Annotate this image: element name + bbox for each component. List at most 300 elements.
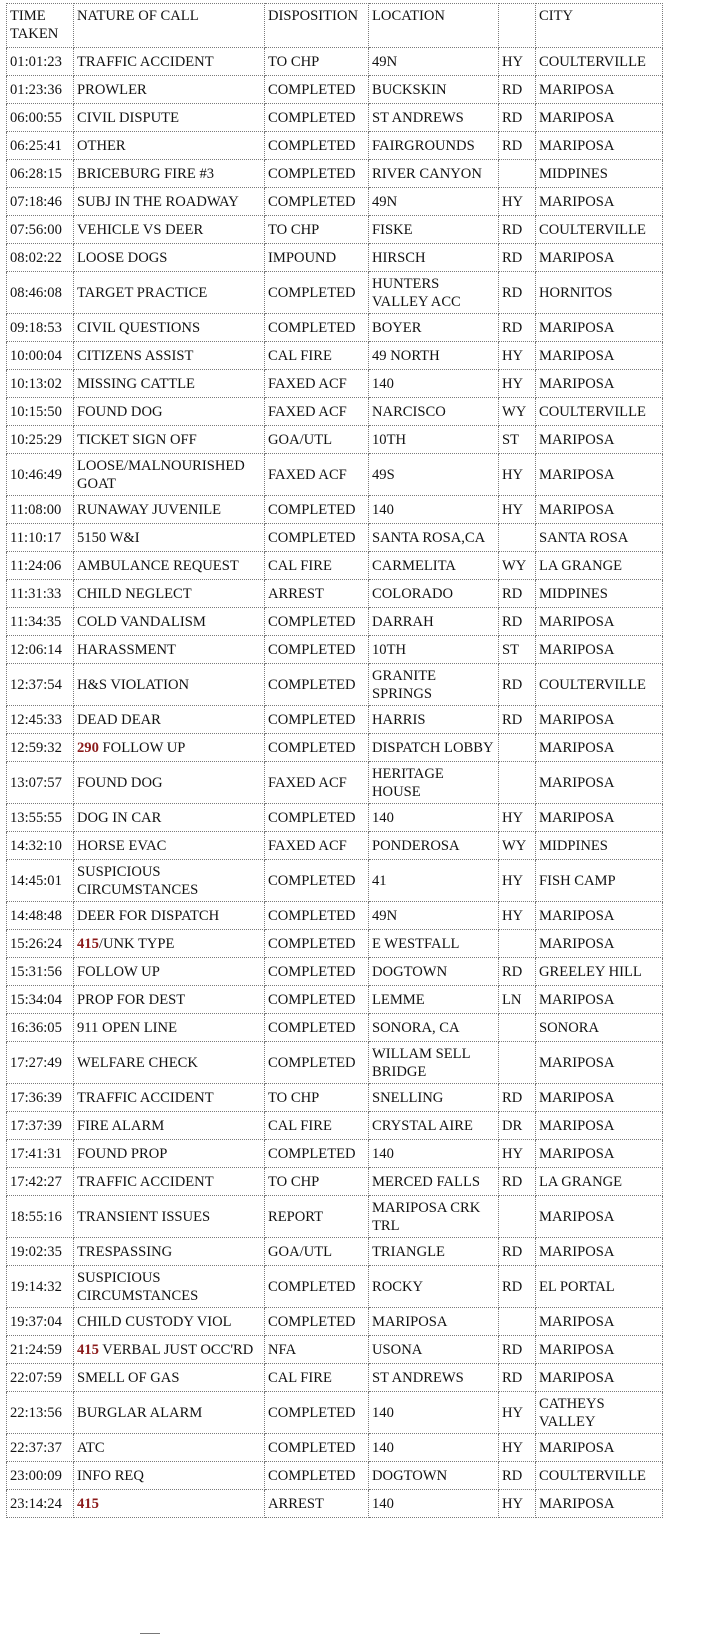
location-cell: 140 bbox=[369, 1392, 499, 1434]
disposition-cell: COMPLETED bbox=[265, 1266, 369, 1308]
header-nature-of-call: NATURE OF CALL bbox=[74, 4, 265, 48]
street-type-cell: RD bbox=[499, 1168, 536, 1196]
location-cell: DOGTOWN bbox=[369, 1462, 499, 1490]
nature-cell bbox=[74, 104, 265, 132]
city-cell: MARIPOSA bbox=[536, 426, 663, 454]
location-cell: CRYSTAL AIRE bbox=[369, 1112, 499, 1140]
table-row bbox=[7, 552, 663, 580]
location-cell: HIRSCH bbox=[369, 244, 499, 272]
city-cell: MARIPOSA bbox=[536, 734, 663, 762]
header-time-taken: TIME TAKEN bbox=[7, 4, 74, 48]
location-cell: FISKE bbox=[369, 216, 499, 244]
city-cell: SANTA ROSA bbox=[536, 524, 663, 552]
table-row bbox=[7, 1490, 663, 1518]
table-row bbox=[7, 1462, 663, 1490]
location-cell: 140 bbox=[369, 804, 499, 832]
city-cell: MARIPOSA bbox=[536, 636, 663, 664]
nature-cell bbox=[74, 342, 265, 370]
location-cell: MARIPOSA CRK TRL bbox=[369, 1196, 499, 1238]
penal-code: 415 bbox=[77, 1342, 99, 1358]
time-cell: 13:55:55 bbox=[7, 804, 74, 832]
location-cell: USONA bbox=[369, 1336, 499, 1364]
nature-cell bbox=[74, 930, 265, 958]
nature-text: FOUND PROP bbox=[77, 1146, 168, 1162]
street-type-cell: RD bbox=[499, 272, 536, 314]
penal-code: 415 bbox=[77, 936, 99, 952]
street-type-cell: HY bbox=[499, 370, 536, 398]
street-type-cell: HY bbox=[499, 1392, 536, 1434]
street-type-cell: RD bbox=[499, 132, 536, 160]
street-type-cell: RD bbox=[499, 1462, 536, 1490]
nature-cell bbox=[74, 132, 265, 160]
location-cell: DISPATCH LOBBY bbox=[369, 734, 499, 762]
nature-text: CHILD CUSTODY VIOL bbox=[77, 1314, 232, 1330]
nature-text: DEER FOR DISPATCH bbox=[77, 908, 220, 924]
location-cell: NARCISCO bbox=[369, 398, 499, 426]
time-cell: 23:00:09 bbox=[7, 1462, 74, 1490]
street-type-cell: RD bbox=[499, 244, 536, 272]
disposition-cell: COMPLETED bbox=[265, 608, 369, 636]
location-cell: 10TH bbox=[369, 636, 499, 664]
nature-cell bbox=[74, 188, 265, 216]
location-cell: RIVER CANYON bbox=[369, 160, 499, 188]
city-cell: MARIPOSA bbox=[536, 132, 663, 160]
nature-text: MISSING CATTLE bbox=[77, 376, 195, 392]
city-cell: HORNITOS bbox=[536, 272, 663, 314]
table-row bbox=[7, 76, 663, 104]
city-cell: MARIPOSA bbox=[536, 1336, 663, 1364]
street-type-cell bbox=[499, 734, 536, 762]
nature-cell bbox=[74, 1308, 265, 1336]
street-type-cell: HY bbox=[499, 48, 536, 76]
disposition-cell: COMPLETED bbox=[265, 1392, 369, 1434]
time-cell: 01:23:36 bbox=[7, 76, 74, 104]
location-cell: 140 bbox=[369, 370, 499, 398]
street-type-cell: RD bbox=[499, 1084, 536, 1112]
city-cell: MARIPOSA bbox=[536, 902, 663, 930]
nature-text: OTHER bbox=[77, 138, 126, 154]
street-type-cell: RD bbox=[499, 1364, 536, 1392]
city-cell: MARIPOSA bbox=[536, 76, 663, 104]
street-type-cell: RD bbox=[499, 1266, 536, 1308]
location-cell: 49S bbox=[369, 454, 499, 496]
nature-cell bbox=[74, 1392, 265, 1434]
table-row bbox=[7, 860, 663, 902]
header-location: LOCATION bbox=[369, 4, 499, 48]
location-cell: ST ANDREWS bbox=[369, 104, 499, 132]
table-row bbox=[7, 1238, 663, 1266]
street-type-cell: RD bbox=[499, 1336, 536, 1364]
table-row bbox=[7, 1336, 663, 1364]
nature-text: SUSPICIOUS CIRCUMSTANCES bbox=[77, 1270, 199, 1304]
nature-cell bbox=[74, 1168, 265, 1196]
disposition-cell: COMPLETED bbox=[265, 1434, 369, 1462]
header-street-type bbox=[499, 4, 536, 48]
city-cell: MARIPOSA bbox=[536, 314, 663, 342]
nature-text: FOUND DOG bbox=[77, 775, 163, 791]
table-row bbox=[7, 930, 663, 958]
nature-text: CITIZENS ASSIST bbox=[77, 348, 194, 364]
disposition-cell: COMPLETED bbox=[265, 664, 369, 706]
time-cell: 11:24:06 bbox=[7, 552, 74, 580]
nature-text: TRAFFIC ACCIDENT bbox=[77, 1174, 214, 1190]
disposition-cell: COMPLETED bbox=[265, 496, 369, 524]
location-cell: SNELLING bbox=[369, 1084, 499, 1112]
table-row bbox=[7, 104, 663, 132]
nature-text: COLD VANDALISM bbox=[77, 614, 206, 630]
location-cell: WILLAM SELL BRIDGE bbox=[369, 1042, 499, 1084]
location-cell: HUNTERS VALLEY ACC bbox=[369, 272, 499, 314]
disposition-cell: FAXED ACF bbox=[265, 762, 369, 804]
nature-text: DOG IN CAR bbox=[77, 810, 162, 826]
nature-text: HARASSMENT bbox=[77, 642, 176, 658]
city-cell: COULTERVILLE bbox=[536, 664, 663, 706]
city-cell: MARIPOSA bbox=[536, 370, 663, 398]
street-type-cell: HY bbox=[499, 496, 536, 524]
location-cell: 140 bbox=[369, 1140, 499, 1168]
nature-text: TRAFFIC ACCIDENT bbox=[77, 1090, 214, 1106]
disposition-cell: TO CHP bbox=[265, 1168, 369, 1196]
disposition-cell: REPORT bbox=[265, 1196, 369, 1238]
header-row bbox=[7, 4, 663, 48]
location-cell: SONORA, CA bbox=[369, 1014, 499, 1042]
time-cell: 10:46:49 bbox=[7, 454, 74, 496]
location-cell: ROCKY bbox=[369, 1266, 499, 1308]
time-cell: 16:36:05 bbox=[7, 1014, 74, 1042]
table-row bbox=[7, 160, 663, 188]
disposition-cell: COMPLETED bbox=[265, 860, 369, 902]
table-row bbox=[7, 1308, 663, 1336]
nature-cell bbox=[74, 958, 265, 986]
nature-cell bbox=[74, 636, 265, 664]
street-type-cell: RD bbox=[499, 958, 536, 986]
street-type-cell: RD bbox=[499, 608, 536, 636]
street-type-cell: HY bbox=[499, 1434, 536, 1462]
time-cell: 11:08:00 bbox=[7, 496, 74, 524]
nature-cell bbox=[74, 160, 265, 188]
nature-text: INFO REQ bbox=[77, 1468, 144, 1484]
penal-code: 415 bbox=[77, 1496, 99, 1512]
nature-text: 911 OPEN LINE bbox=[77, 1020, 177, 1036]
time-cell: 12:59:32 bbox=[7, 734, 74, 762]
location-cell: 49N bbox=[369, 188, 499, 216]
table-header bbox=[7, 4, 663, 48]
city-cell: MARIPOSA bbox=[536, 244, 663, 272]
time-cell: 18:55:16 bbox=[7, 1196, 74, 1238]
disposition-cell: FAXED ACF bbox=[265, 832, 369, 860]
city-cell: MARIPOSA bbox=[536, 454, 663, 496]
street-type-cell bbox=[499, 1196, 536, 1238]
city-cell: LA GRANGE bbox=[536, 552, 663, 580]
nature-cell bbox=[74, 1434, 265, 1462]
nature-cell bbox=[74, 1140, 265, 1168]
table-row bbox=[7, 762, 663, 804]
time-cell: 15:34:04 bbox=[7, 986, 74, 1014]
disposition-cell: COMPLETED bbox=[265, 272, 369, 314]
time-cell: 11:34:35 bbox=[7, 608, 74, 636]
nature-cell bbox=[74, 48, 265, 76]
nature-text: FOUND DOG bbox=[77, 404, 163, 420]
city-cell: MARIPOSA bbox=[536, 1140, 663, 1168]
city-cell: CATHEYS VALLEY bbox=[536, 1392, 663, 1434]
city-cell: MARIPOSA bbox=[536, 608, 663, 636]
street-type-cell: ST bbox=[499, 636, 536, 664]
disposition-cell: COMPLETED bbox=[265, 1462, 369, 1490]
nature-text: H&S VIOLATION bbox=[77, 677, 190, 693]
nature-cell bbox=[74, 1196, 265, 1238]
time-cell: 06:28:15 bbox=[7, 160, 74, 188]
city-cell: SONORA bbox=[536, 1014, 663, 1042]
disposition-cell: FAXED ACF bbox=[265, 370, 369, 398]
location-cell: BOYER bbox=[369, 314, 499, 342]
disposition-cell: GOA/UTL bbox=[265, 1238, 369, 1266]
city-cell: MARIPOSA bbox=[536, 188, 663, 216]
location-cell: 49 NORTH bbox=[369, 342, 499, 370]
location-cell: CARMELITA bbox=[369, 552, 499, 580]
table-row bbox=[7, 1266, 663, 1308]
call-log-table bbox=[6, 3, 663, 1518]
nature-cell bbox=[74, 860, 265, 902]
city-cell: MARIPOSA bbox=[536, 804, 663, 832]
nature-cell bbox=[74, 216, 265, 244]
location-cell: PONDEROSA bbox=[369, 832, 499, 860]
time-cell: 11:31:33 bbox=[7, 580, 74, 608]
time-cell: 15:31:56 bbox=[7, 958, 74, 986]
table-row bbox=[7, 524, 663, 552]
nature-cell bbox=[74, 580, 265, 608]
table-row bbox=[7, 706, 663, 734]
nature-text: TICKET SIGN OFF bbox=[77, 432, 197, 448]
time-cell: 19:02:35 bbox=[7, 1238, 74, 1266]
penal-code: 290 bbox=[77, 740, 99, 756]
nature-text: AMBULANCE REQUEST bbox=[77, 558, 239, 574]
table-row bbox=[7, 958, 663, 986]
time-cell: 12:45:33 bbox=[7, 706, 74, 734]
city-cell: MARIPOSA bbox=[536, 1238, 663, 1266]
nature-text: SUBJ IN THE ROADWAY bbox=[77, 194, 239, 210]
nature-text: RUNAWAY JUVENILE bbox=[77, 502, 222, 518]
location-cell: TRIANGLE bbox=[369, 1238, 499, 1266]
disposition-cell: COMPLETED bbox=[265, 188, 369, 216]
time-cell: 17:27:49 bbox=[7, 1042, 74, 1084]
nature-text: LOOSE DOGS bbox=[77, 250, 168, 266]
street-type-cell: HY bbox=[499, 804, 536, 832]
time-cell: 17:42:27 bbox=[7, 1168, 74, 1196]
city-cell: MARIPOSA bbox=[536, 1084, 663, 1112]
disposition-cell: IMPOUND bbox=[265, 244, 369, 272]
time-cell: 09:18:53 bbox=[7, 314, 74, 342]
table-body bbox=[7, 48, 663, 1518]
nature-cell bbox=[74, 1238, 265, 1266]
time-cell: 06:25:41 bbox=[7, 132, 74, 160]
disposition-cell: COMPLETED bbox=[265, 1014, 369, 1042]
city-cell: MARIPOSA bbox=[536, 986, 663, 1014]
street-type-cell: ST bbox=[499, 426, 536, 454]
location-cell: MARIPOSA bbox=[369, 1308, 499, 1336]
city-cell: MARIPOSA bbox=[536, 930, 663, 958]
city-cell: MARIPOSA bbox=[536, 104, 663, 132]
table-row bbox=[7, 342, 663, 370]
table-row bbox=[7, 454, 663, 496]
city-cell: MARIPOSA bbox=[536, 706, 663, 734]
street-type-cell: HY bbox=[499, 1490, 536, 1518]
time-cell: 17:37:39 bbox=[7, 1112, 74, 1140]
nature-cell bbox=[74, 832, 265, 860]
nature-text: ATC bbox=[77, 1440, 105, 1456]
nature-cell bbox=[74, 314, 265, 342]
time-cell: 23:14:24 bbox=[7, 1490, 74, 1518]
disposition-cell: TO CHP bbox=[265, 216, 369, 244]
nature-text: CIVIL DISPUTE bbox=[77, 110, 180, 126]
location-cell: MERCED FALLS bbox=[369, 1168, 499, 1196]
nature-cell bbox=[74, 454, 265, 496]
nature-cell bbox=[74, 706, 265, 734]
street-type-cell: RD bbox=[499, 706, 536, 734]
street-type-cell: HY bbox=[499, 188, 536, 216]
street-type-cell: HY bbox=[499, 902, 536, 930]
time-cell: 10:00:04 bbox=[7, 342, 74, 370]
street-type-cell: HY bbox=[499, 1140, 536, 1168]
city-cell: FISH CAMP bbox=[536, 860, 663, 902]
time-cell: 07:18:46 bbox=[7, 188, 74, 216]
nature-cell bbox=[74, 762, 265, 804]
nature-cell bbox=[74, 804, 265, 832]
disposition-cell: CAL FIRE bbox=[265, 1112, 369, 1140]
city-cell: MIDPINES bbox=[536, 580, 663, 608]
street-type-cell: HY bbox=[499, 342, 536, 370]
nature-cell bbox=[74, 76, 265, 104]
nature-cell bbox=[74, 272, 265, 314]
city-cell: MARIPOSA bbox=[536, 762, 663, 804]
disposition-cell: COMPLETED bbox=[265, 636, 369, 664]
table-row bbox=[7, 1196, 663, 1238]
nature-text: SUSPICIOUS CIRCUMSTANCES bbox=[77, 864, 199, 898]
location-cell: 140 bbox=[369, 1434, 499, 1462]
disposition-cell: COMPLETED bbox=[265, 132, 369, 160]
location-cell: 10TH bbox=[369, 426, 499, 454]
nature-cell bbox=[74, 496, 265, 524]
location-cell: 49N bbox=[369, 902, 499, 930]
time-cell: 19:37:04 bbox=[7, 1308, 74, 1336]
nature-cell bbox=[74, 902, 265, 930]
table-row bbox=[7, 272, 663, 314]
nature-cell bbox=[74, 1042, 265, 1084]
street-type-cell bbox=[499, 762, 536, 804]
table-row bbox=[7, 1140, 663, 1168]
time-cell: 13:07:57 bbox=[7, 762, 74, 804]
street-type-cell bbox=[499, 1308, 536, 1336]
time-cell: 12:06:14 bbox=[7, 636, 74, 664]
time-cell: 06:00:55 bbox=[7, 104, 74, 132]
table-row bbox=[7, 804, 663, 832]
disposition-cell: COMPLETED bbox=[265, 76, 369, 104]
table-row bbox=[7, 426, 663, 454]
city-cell: MARIPOSA bbox=[536, 1434, 663, 1462]
disposition-cell: COMPLETED bbox=[265, 524, 369, 552]
nature-text: TRANSIENT ISSUES bbox=[77, 1209, 211, 1225]
street-type-cell: HY bbox=[499, 860, 536, 902]
street-type-cell: RD bbox=[499, 104, 536, 132]
table-row bbox=[7, 370, 663, 398]
table-row bbox=[7, 986, 663, 1014]
nature-text: CHILD NEGLECT bbox=[77, 586, 192, 602]
table-row bbox=[7, 580, 663, 608]
street-type-cell: WY bbox=[499, 552, 536, 580]
table-row bbox=[7, 1364, 663, 1392]
table-row bbox=[7, 244, 663, 272]
street-type-cell: RD bbox=[499, 216, 536, 244]
location-cell: BUCKSKIN bbox=[369, 76, 499, 104]
header-city: CITY bbox=[536, 4, 663, 48]
city-cell: COULTERVILLE bbox=[536, 398, 663, 426]
nature-cell bbox=[74, 524, 265, 552]
nature-text: PROWLER bbox=[77, 82, 147, 98]
disposition-cell: COMPLETED bbox=[265, 1140, 369, 1168]
nature-cell bbox=[74, 664, 265, 706]
nature-cell bbox=[74, 734, 265, 762]
time-cell: 15:26:24 bbox=[7, 930, 74, 958]
time-cell: 19:14:32 bbox=[7, 1266, 74, 1308]
city-cell: MARIPOSA bbox=[536, 1112, 663, 1140]
nature-text: FOLLOW UP bbox=[98, 740, 186, 756]
table-row bbox=[7, 1392, 663, 1434]
location-cell: E WESTFALL bbox=[369, 930, 499, 958]
nature-text: TRAFFIC ACCIDENT bbox=[77, 54, 214, 70]
disposition-cell: CAL FIRE bbox=[265, 342, 369, 370]
nature-text: FOLLOW UP bbox=[77, 964, 160, 980]
time-cell: 07:56:00 bbox=[7, 216, 74, 244]
nature-cell bbox=[74, 1084, 265, 1112]
disposition-cell: COMPLETED bbox=[265, 734, 369, 762]
nature-text: 5150 W&I bbox=[77, 530, 140, 546]
nature-text: VERBAL JUST OCC'RD bbox=[98, 1342, 254, 1358]
disposition-cell: CAL FIRE bbox=[265, 1364, 369, 1392]
nature-text: WELFARE CHECK bbox=[77, 1055, 198, 1071]
city-cell: MARIPOSA bbox=[536, 1196, 663, 1238]
time-cell: 22:13:56 bbox=[7, 1392, 74, 1434]
location-cell: LEMME bbox=[369, 986, 499, 1014]
nature-text: LOOSE/MALNOURISHED GOAT bbox=[77, 458, 245, 492]
city-cell: MARIPOSA bbox=[536, 496, 663, 524]
time-cell: 08:02:22 bbox=[7, 244, 74, 272]
city-cell: COULTERVILLE bbox=[536, 216, 663, 244]
street-type-cell bbox=[499, 160, 536, 188]
location-cell: 140 bbox=[369, 1490, 499, 1518]
street-type-cell bbox=[499, 1014, 536, 1042]
page-edge-line bbox=[140, 1633, 160, 1634]
nature-text: PROP FOR DEST bbox=[77, 992, 186, 1008]
time-cell: 01:01:23 bbox=[7, 48, 74, 76]
location-cell: GRANITE SPRINGS bbox=[369, 664, 499, 706]
nature-cell bbox=[74, 1462, 265, 1490]
street-type-cell: RD bbox=[499, 314, 536, 342]
nature-cell bbox=[74, 398, 265, 426]
table-row bbox=[7, 1112, 663, 1140]
table-row bbox=[7, 496, 663, 524]
city-cell: COULTERVILLE bbox=[536, 1462, 663, 1490]
location-cell: 41 bbox=[369, 860, 499, 902]
table-row bbox=[7, 216, 663, 244]
disposition-cell: ARREST bbox=[265, 1490, 369, 1518]
nature-text: SMELL OF GAS bbox=[77, 1370, 180, 1386]
nature-text: TARGET PRACTICE bbox=[77, 285, 208, 301]
nature-cell bbox=[74, 1112, 265, 1140]
city-cell: MARIPOSA bbox=[536, 1364, 663, 1392]
disposition-cell: COMPLETED bbox=[265, 160, 369, 188]
street-type-cell bbox=[499, 524, 536, 552]
time-cell: 14:45:01 bbox=[7, 860, 74, 902]
nature-text: FIRE ALARM bbox=[77, 1118, 165, 1134]
